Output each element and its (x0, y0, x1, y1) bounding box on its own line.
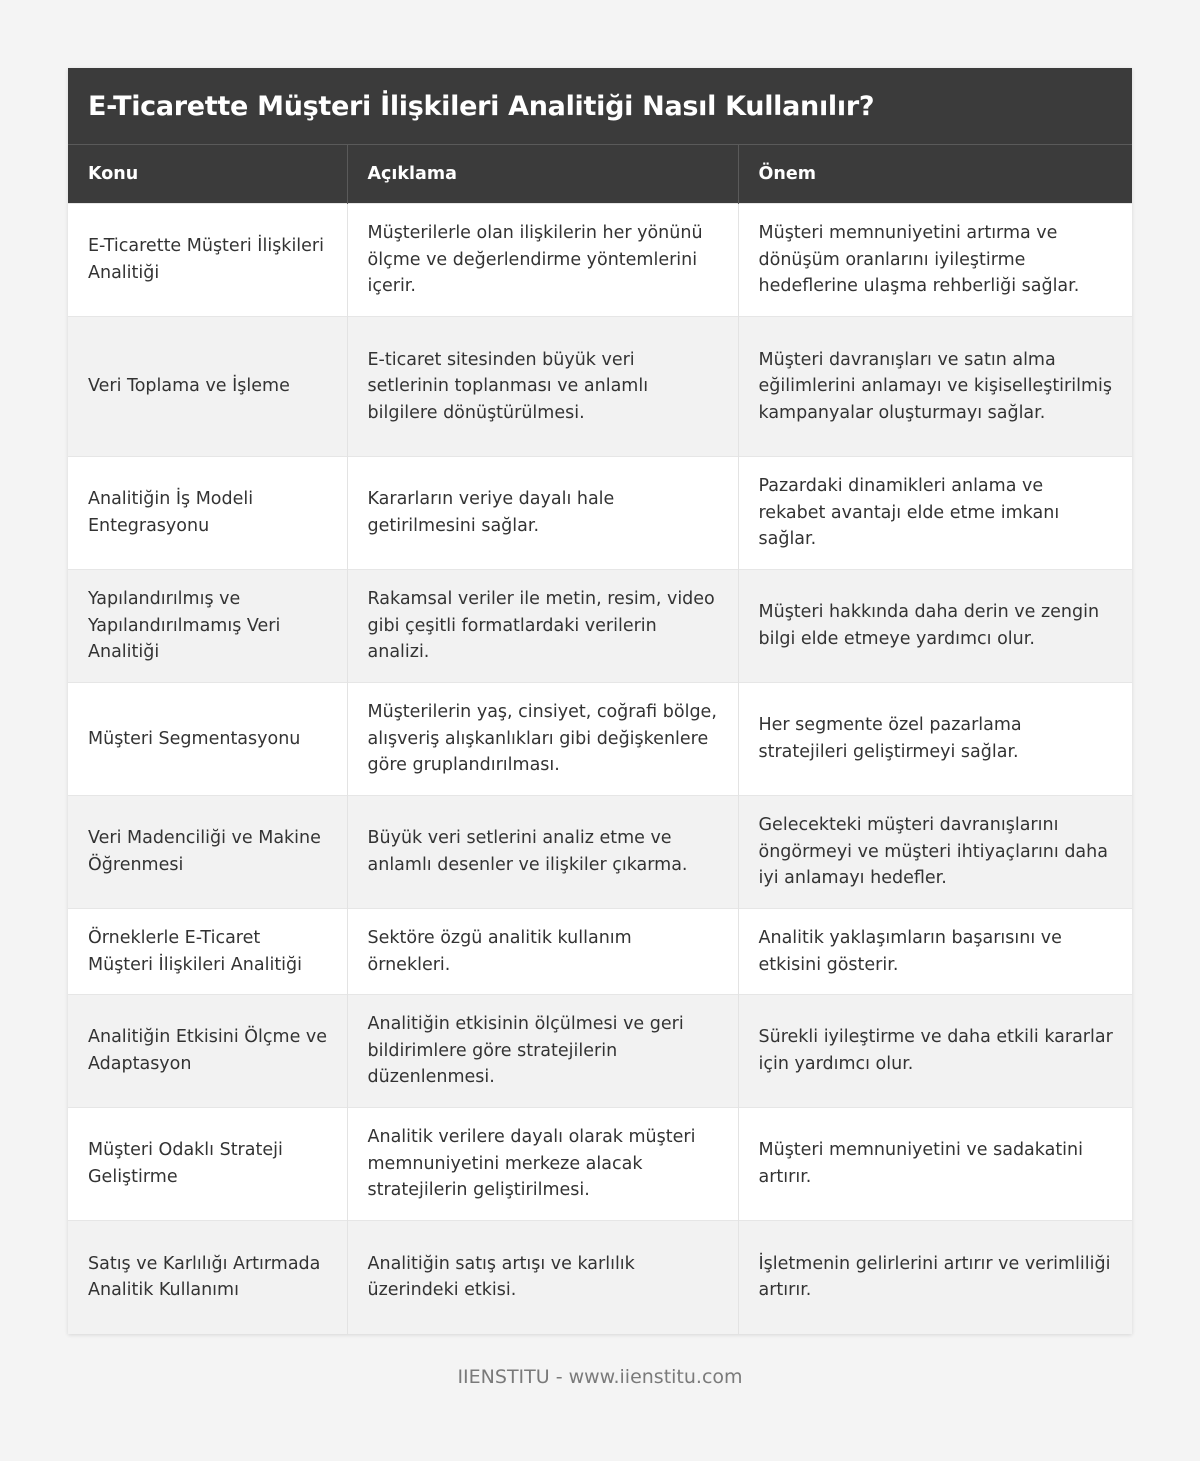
cell-aciklama: Analitiğin etkisinin ölçülmesi ve geri bildirimlere göre stratejilerin düzenlenmesi. (347, 995, 738, 1108)
table-row (68, 317, 1132, 457)
cell-onem: Müşteri memnuniyetini ve sadakatini artırır. (738, 1108, 1132, 1221)
cell-konu: Analitiğin Etkisini Ölçme ve Adaptasyon (68, 995, 347, 1108)
cell-aciklama: Kararların veriye dayalı hale getirilmesini sağlar. (347, 457, 738, 570)
cell-konu: Veri Madenciliği ve Makine Öğrenmesi (68, 796, 347, 909)
cell-aciklama: Müşterilerle olan ilişkilerin her yönünü ölçme ve değerlendirme yöntemlerini içerir. (347, 204, 738, 317)
table-row (68, 457, 1132, 570)
cell-konu: Analitiğin İş Modeli Entegrasyonu (68, 457, 347, 570)
info-table (68, 144, 1132, 1334)
column-header-aciklama: Açıklama (347, 145, 738, 204)
cell-aciklama: Rakamsal veriler ile metin, resim, video gibi çeşitli formatlardaki verilerin analizi. (347, 570, 738, 683)
cell-aciklama: Sektöre özgü analitik kullanım örnekleri. (347, 909, 738, 995)
cell-aciklama: E-ticaret sitesinden büyük veri setlerinin toplanması ve anlamlı bilgilere dönüştürülmesi. (347, 317, 738, 457)
cell-onem: Her segmente özel pazarlama stratejileri geliştirmeyi sağlar. (738, 683, 1132, 796)
cell-onem: Sürekli iyileştirme ve daha etkili kararlar için yardımcı olur. (738, 995, 1132, 1108)
cell-konu: Veri Toplama ve İşleme (68, 317, 347, 457)
cell-aciklama: Müşterilerin yaş, cinsiyet, coğrafi bölge, alışveriş alışkanlıkları gibi değişkenlere göre gruplandırılması. (347, 683, 738, 796)
table-row (68, 909, 1132, 995)
cell-onem: Müşteri memnuniyetini artırma ve dönüşüm oranlarını iyileştirme hedeflerine ulaşma rehberliği sağlar. (738, 204, 1132, 317)
cell-aciklama: Analitik verilere dayalı olarak müşteri memnuniyetini merkeze alacak stratejilerin geliştirilmesi. (347, 1108, 738, 1221)
table-row (68, 1108, 1132, 1221)
cell-onem: Gelecekteki müşteri davranışlarını öngörmeyi ve müşteri ihtiyaçlarını daha iyi anlamayı hedefler. (738, 796, 1132, 909)
title-bar (68, 68, 1132, 144)
table-row (68, 683, 1132, 796)
header-row (68, 145, 1132, 204)
cell-konu: Yapılandırılmış ve Yapılandırılmamış Veri Analitiği (68, 570, 347, 683)
footer-credit: IIENSTITU - www.iienstitu.com (457, 1366, 743, 1388)
table-header (68, 145, 1132, 204)
info-table-card (68, 68, 1132, 1334)
table-row (68, 570, 1132, 683)
cell-konu: Örneklerle E-Ticaret Müşteri İlişkileri Analitiği (68, 909, 347, 995)
cell-aciklama: Büyük veri setlerini analiz etme ve anlamlı desenler ve ilişkiler çıkarma. (347, 796, 738, 909)
cell-onem: Pazardaki dinamikleri anlama ve rekabet avantajı elde etme imkanı sağlar. (738, 457, 1132, 570)
page-title: E-Ticarette Müşteri İlişkileri Analitiği Nasıl Kullanılır? (88, 90, 875, 122)
table-row (68, 204, 1132, 317)
column-header-onem: Önem (738, 145, 1132, 204)
cell-onem: İşletmenin gelirlerini artırır ve verimliliği artırır. (738, 1221, 1132, 1334)
cell-konu: E-Ticarette Müşteri İlişkileri Analitiği (68, 204, 347, 317)
table-row (68, 796, 1132, 909)
table-row (68, 995, 1132, 1108)
cell-konu: Satış ve Karlılığı Artırmada Analitik Kullanımı (68, 1221, 347, 1334)
table-body (68, 204, 1132, 1334)
cell-konu: Müşteri Odaklı Strateji Geliştirme (68, 1108, 347, 1221)
cell-onem: Müşteri hakkında daha derin ve zengin bilgi elde etmeye yardımcı olur. (738, 570, 1132, 683)
cell-onem: Analitik yaklaşımların başarısını ve etkisini gösterir. (738, 909, 1132, 995)
cell-onem: Müşteri davranışları ve satın alma eğilimlerini anlamayı ve kişiselleştirilmiş kampanyalar oluşturmayı sağlar. (738, 317, 1132, 457)
cell-konu: Müşteri Segmentasyonu (68, 683, 347, 796)
cell-aciklama: Analitiğin satış artışı ve karlılık üzerindeki etkisi. (347, 1221, 738, 1334)
column-header-konu: Konu (68, 145, 347, 204)
table-row (68, 1221, 1132, 1334)
